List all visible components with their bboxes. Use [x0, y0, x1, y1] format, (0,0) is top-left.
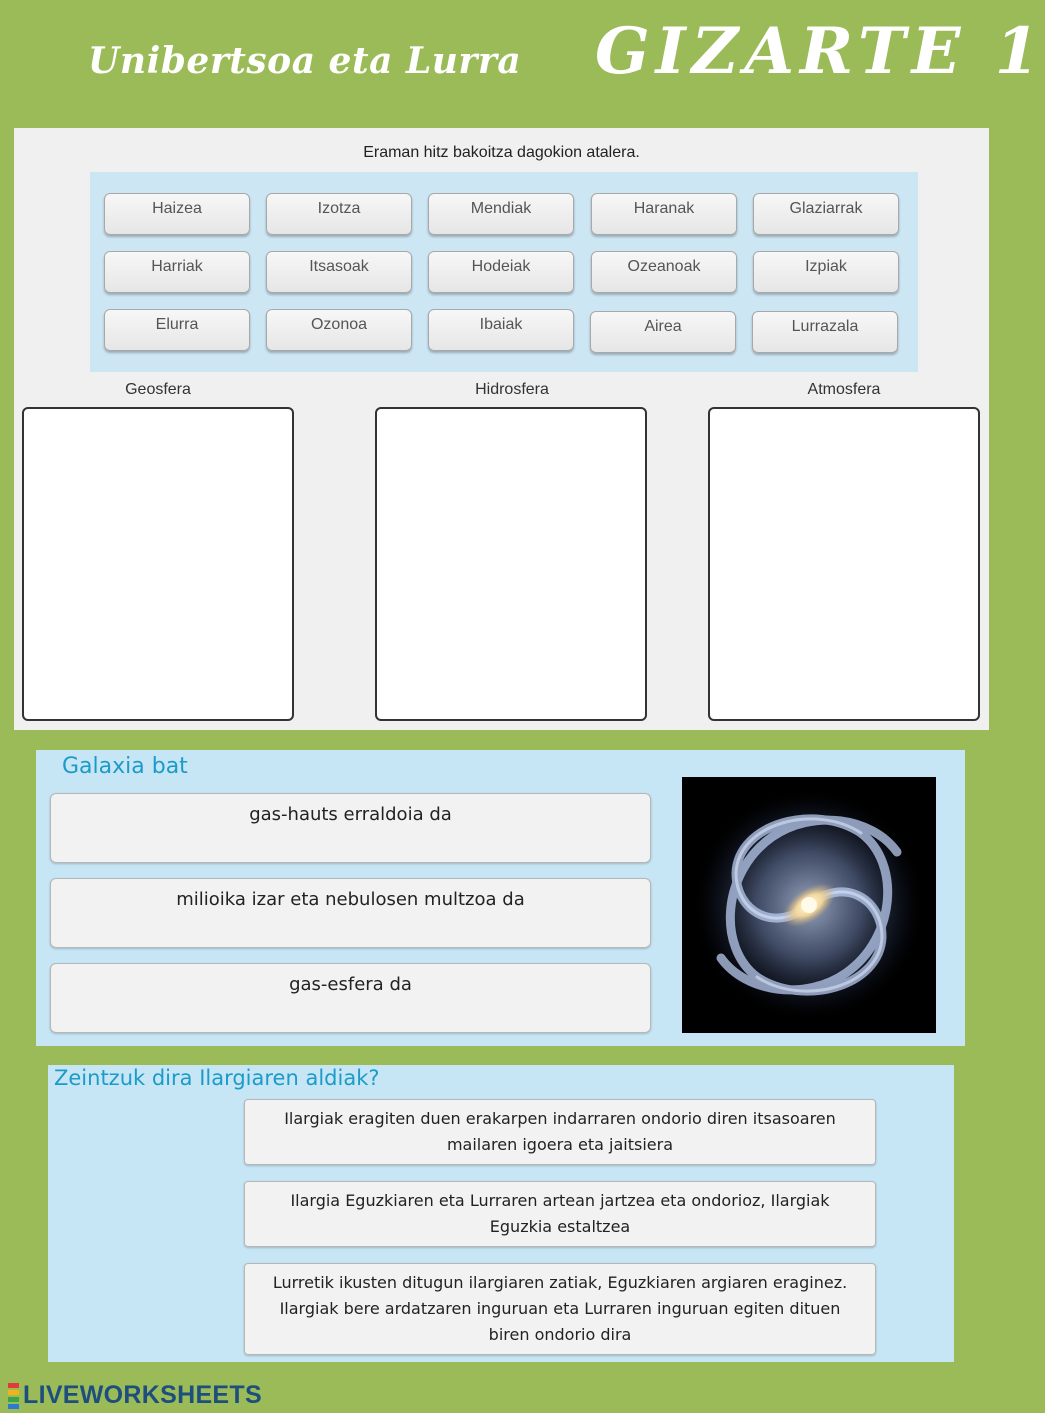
moon-question-title: Zeintzuk dira Ilargiaren aldiak?	[54, 1066, 380, 1090]
word-chip[interactable]: Izpiak	[753, 251, 899, 293]
word-chip[interactable]: Mendiak	[428, 193, 574, 235]
drop-zone-geosfera[interactable]	[22, 407, 294, 721]
word-chip[interactable]: Lurrazala	[752, 311, 898, 353]
page-title: GIZARTE 1	[595, 14, 1045, 89]
moon-option[interactable]: Lurretik ikusten ditugun ilargiaren zatiak, Eguzkiaren argiaren eraginez. Ilargiak bere ardatzaren inguruan eta Lurraren inguruan egiten dituen biren ondorio dira	[244, 1263, 876, 1355]
category-label-hidrosfera: Hidrosfera	[475, 381, 549, 398]
brand-name: LIVEWORKSHEETS	[23, 1381, 262, 1409]
galaxy-question-panel	[36, 750, 965, 1046]
word-chip[interactable]: Elurra	[104, 309, 250, 351]
word-chip[interactable]: Haizea	[104, 193, 250, 235]
drag-drop-panel	[14, 128, 989, 730]
spiral-galaxy-image	[682, 777, 936, 1033]
word-chip[interactable]: Izotza	[266, 193, 412, 235]
word-chip[interactable]: Ozonoa	[266, 309, 412, 351]
word-chip[interactable]: Ibaiak	[428, 309, 574, 351]
drag-drop-instruction: Eraman hitz bakoitza dagokion atalera.	[363, 144, 640, 161]
moon-option[interactable]: Ilargia Eguzkiaren eta Lurraren artean jartzea eta ondorioz, Ilargiak Eguzkia estaltzea	[244, 1181, 876, 1247]
category-label-geosfera: Geosfera	[125, 381, 191, 398]
subtitle: Unibertsoa eta Lurra	[88, 40, 522, 82]
word-chip[interactable]: Airea	[590, 311, 736, 353]
category-label-atmosfera: Atmosfera	[807, 381, 881, 398]
galaxy-question-title: Galaxia bat	[62, 754, 188, 779]
word-chip[interactable]: Ozeanoak	[591, 251, 737, 293]
galaxy-option[interactable]: gas-hauts erraldoia da	[50, 793, 651, 863]
brand-icon	[8, 1383, 21, 1409]
moon-option[interactable]: Ilargiak eragiten duen erakarpen indarraren ondorio diren itsasoaren mailaren igoera eta jaitsiera	[244, 1099, 876, 1165]
drop-zone-atmosfera[interactable]	[708, 407, 980, 721]
word-chip[interactable]: Hodeiak	[428, 251, 574, 293]
word-chip[interactable]: Itsasoak	[266, 251, 412, 293]
liveworksheets-logo	[8, 1381, 262, 1410]
galaxy-option[interactable]: milioika izar eta nebulosen multzoa da	[50, 878, 651, 948]
word-chip[interactable]: Haranak	[591, 193, 737, 235]
word-chip[interactable]: Harriak	[104, 251, 250, 293]
galaxy-option[interactable]: gas-esfera da	[50, 963, 651, 1033]
moon-question-panel	[48, 1065, 954, 1362]
word-bank	[90, 172, 918, 372]
drop-zone-hidrosfera[interactable]	[375, 407, 647, 721]
word-chip[interactable]: Glaziarrak	[753, 193, 899, 235]
